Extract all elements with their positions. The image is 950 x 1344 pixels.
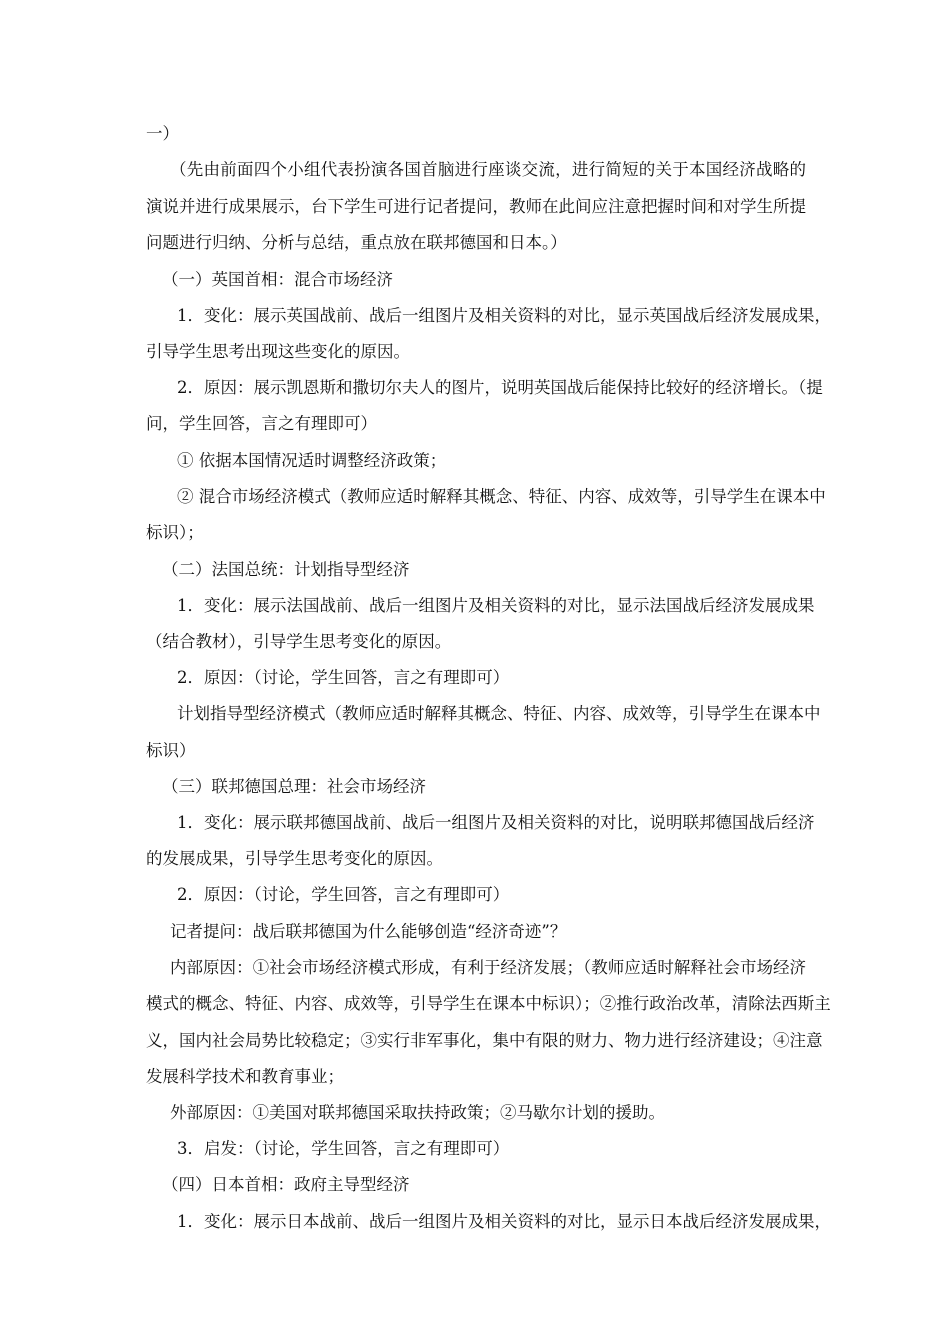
paragraph-line: 问，学生回答，言之有理即可） xyxy=(146,414,377,433)
paragraph-line: 计划指导型经济模式（教师应适时解释其概念、特征、内容、成效等，引导学生在课本中 xyxy=(177,704,821,723)
paragraph-line: 2．原因：（讨论，学生回答，言之有理即可） xyxy=(177,885,510,904)
paragraph-line: 标识）； xyxy=(146,523,204,542)
paragraph-line: 2．原因：（讨论，学生回答，言之有理即可） xyxy=(177,668,510,687)
paragraph-line: 模式的概念、特征、内容、成效等，引导学生在课本中标识）；②推行政治改革，清除法西斯主 xyxy=(146,994,831,1013)
section-heading-fragment: 一） xyxy=(146,124,179,143)
paragraph-line: （结合教材），引导学生思考变化的原因。 xyxy=(146,632,452,651)
list-item: ① 依据本国情况适时调整经济政策； xyxy=(177,451,447,470)
paragraph-line: 1．变化：展示英国战前、战后一组图片及相关资料的对比，显示英国战后经济发展成果， xyxy=(177,306,831,325)
paragraph-line: 标识） xyxy=(146,741,196,760)
paragraph-line: 内部原因：①社会市场经济模式形成，有利于经济发展；（教师应适时解释社会市场经济 xyxy=(170,958,806,977)
paragraph-line: 3．启发：（讨论，学生回答，言之有理即可） xyxy=(177,1139,510,1158)
paragraph-line: 发展科学技术和教育事业； xyxy=(146,1067,344,1086)
section-heading: （一）英国首相：混合市场经济 xyxy=(162,270,393,289)
paragraph-line: 义，国内社会局势比较稳定；③实行非军事化，集中有限的财力、物力进行经济建设；④注意 xyxy=(146,1031,823,1050)
paragraph-line: 2．原因：展示凯恩斯和撒切尔夫人的图片，说明英国战后能保持比较好的经济增长。（提 xyxy=(177,378,823,397)
section-heading: （二）法国总统：计划指导型经济 xyxy=(162,560,410,579)
paragraph-line: 的发展成果，引导学生思考变化的原因。 xyxy=(146,849,443,868)
paragraph-line: 记者提问：战后联邦德国为什么能够创造“经济奇迹”？ xyxy=(170,922,567,941)
section-heading: （三）联邦德国总理：社会市场经济 xyxy=(162,777,426,796)
paragraph-line: 1．变化：展示日本战前、战后一组图片及相关资料的对比，显示日本战后经济发展成果， xyxy=(177,1212,831,1231)
paragraph-line: 演说并进行成果展示，台下学生可进行记者提问，教师在此间应注意把握时间和对学生所提 xyxy=(146,197,806,216)
paragraph-line: 引导学生思考出现这些变化的原因。 xyxy=(146,342,410,361)
section-heading: （四）日本首相：政府主导型经济 xyxy=(162,1175,410,1194)
paragraph-line: 外部原因：①美国对联邦德国采取扶持政策；②马歇尔计划的援助。 xyxy=(170,1103,665,1122)
paragraph-line: 问题进行归纳、分析与总结，重点放在联邦德国和日本。） xyxy=(146,233,567,252)
paragraph-line: 1．变化：展示法国战前、战后一组图片及相关资料的对比，显示法国战后经济发展成果 xyxy=(177,596,815,615)
list-item: ② 混合市场经济模式（教师应适时解释其概念、特征、内容、成效等，引导学生在课本中 xyxy=(177,487,826,506)
paragraph-line: 1．变化：展示联邦德国战前、战后一组图片及相关资料的对比，说明联邦德国战后经济 xyxy=(177,813,815,832)
paragraph-line: （先由前面四个小组代表扮演各国首脑进行座谈交流，进行简短的关于本国经济战略的 xyxy=(170,160,806,179)
